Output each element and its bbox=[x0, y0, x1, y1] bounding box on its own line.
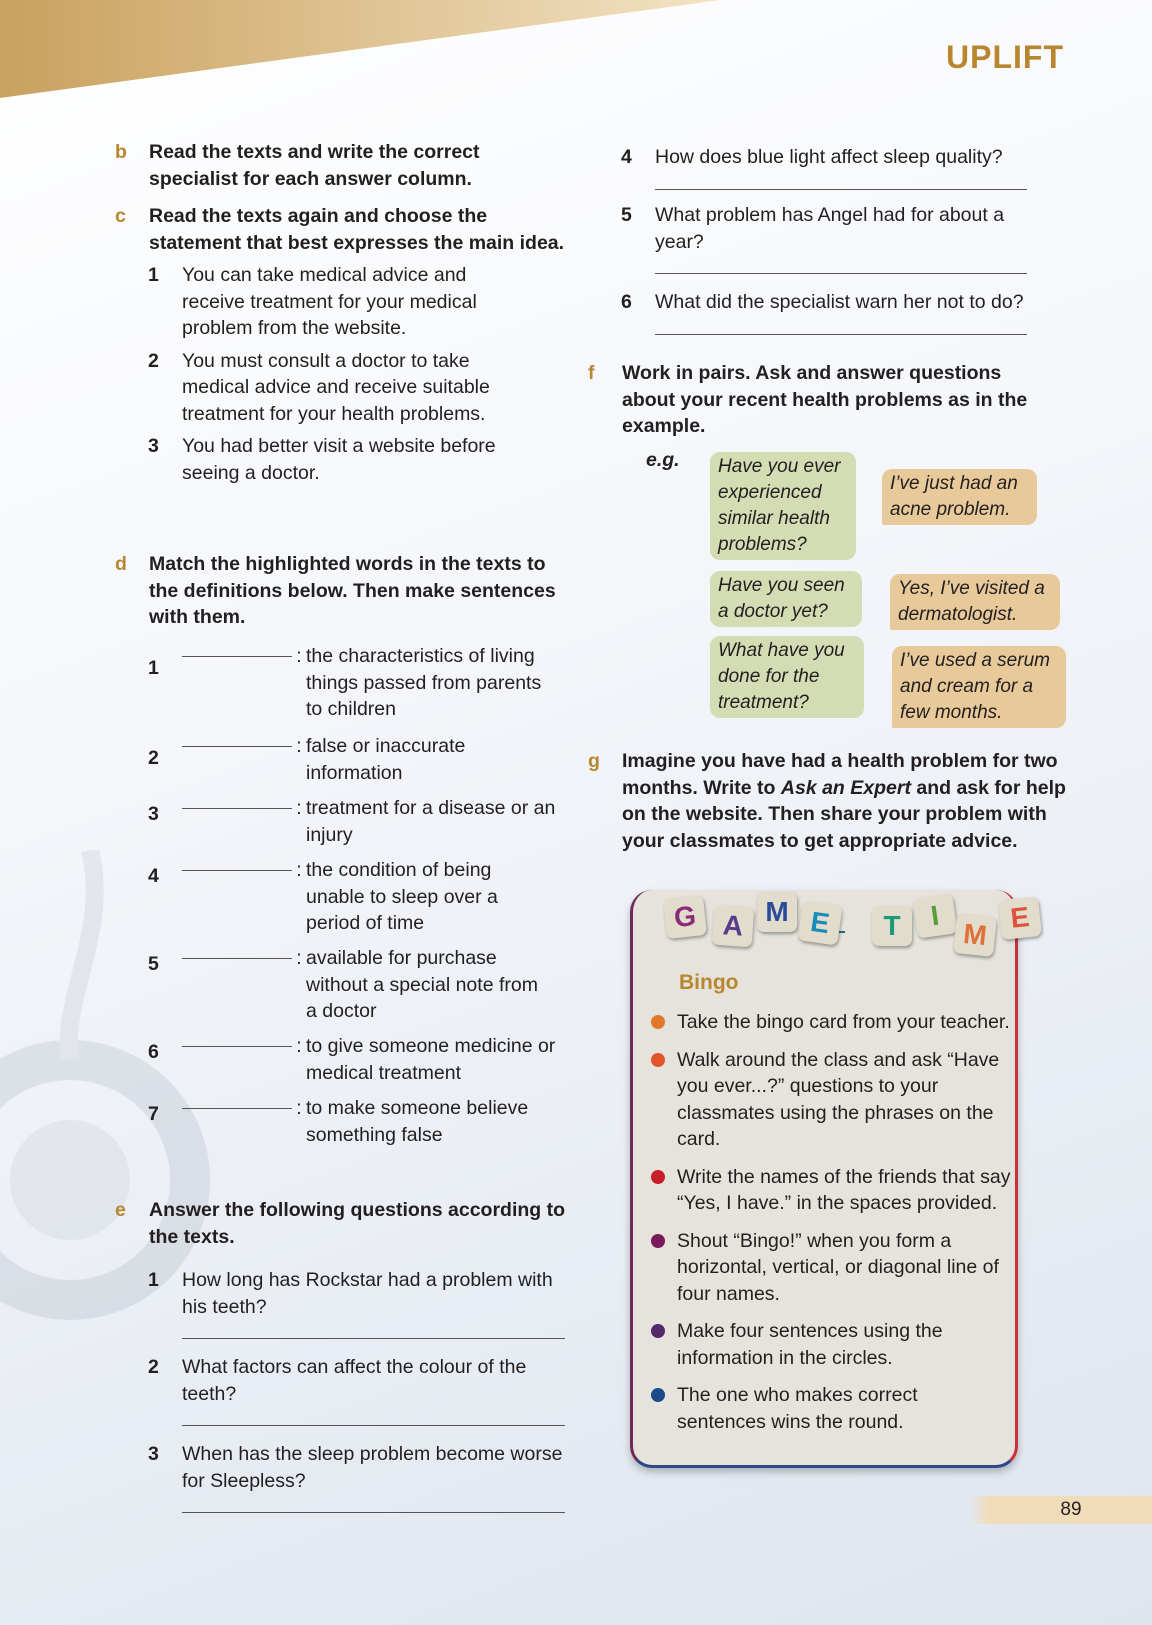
section-heading: Work in pairs. Ask and answer questions about your recent health problems as in the example. bbox=[622, 362, 1028, 437]
section-heading: Read the texts and write the correct specialist for each answer column. bbox=[149, 141, 480, 190]
item-number: 4 bbox=[621, 146, 632, 168]
definition-text: treatment for a disease or an injury bbox=[306, 797, 556, 846]
bullet-dot-icon bbox=[651, 1170, 665, 1184]
section-letter: c bbox=[115, 205, 126, 227]
heading-emphasis: Ask an Expert bbox=[780, 776, 911, 799]
title-tile: I bbox=[912, 893, 957, 938]
bullet-text: The one who makes correct sentences wins the round. bbox=[677, 1384, 918, 1433]
page-number: 89 bbox=[970, 1496, 1152, 1524]
section-letter: e bbox=[115, 1199, 126, 1221]
bullet-item bbox=[651, 1009, 1011, 1036]
question-text: What factors can affect the colour of the teeth? bbox=[182, 1356, 527, 1405]
section-f bbox=[588, 360, 1048, 440]
question bbox=[621, 144, 1066, 202]
definition-row: 1 : the characteristics of living things passed from parents to children bbox=[148, 643, 568, 733]
question-text: When has the sleep problem become worse for Sleepless? bbox=[182, 1443, 563, 1492]
answer-blank[interactable] bbox=[182, 746, 292, 747]
bullet-item bbox=[651, 1318, 1011, 1371]
question-bubble: Have you ever experienced similar health problems? bbox=[710, 452, 856, 560]
section-letter: b bbox=[115, 141, 127, 163]
title-tile: T bbox=[872, 906, 912, 946]
bullet-item bbox=[651, 1382, 1011, 1435]
section-b bbox=[115, 139, 565, 192]
question-list-right bbox=[621, 144, 1066, 335]
item-number: 5 bbox=[621, 204, 632, 226]
title-tile: M bbox=[953, 913, 997, 957]
question bbox=[621, 202, 1066, 289]
answer-blank[interactable] bbox=[182, 808, 292, 809]
game-time-box bbox=[630, 890, 1018, 1468]
question-text: What did the specialist warn her not to do? bbox=[655, 291, 1024, 313]
definition-row: 4 : the condition of being unable to sleep over a period of time bbox=[148, 857, 568, 945]
item-text: You must consult a doctor to take medical advice and receive suitable treatment for your health problems. bbox=[182, 349, 490, 425]
answer-line[interactable] bbox=[182, 1512, 565, 1513]
item-number: 1 bbox=[148, 1269, 159, 1291]
item-number: 1 bbox=[148, 264, 159, 286]
question-text: How long has Rockstar had a problem with his teeth? bbox=[182, 1269, 553, 1318]
brand-logo: UPLIFT bbox=[946, 39, 1064, 75]
section-letter: d bbox=[115, 553, 127, 575]
bullet-text: Write the names of the friends that say “Yes, I have.” in the spaces provided. bbox=[677, 1165, 1011, 1214]
definition-text: to give someone medicine or medical treatment bbox=[306, 1035, 556, 1084]
title-tile: A bbox=[712, 905, 755, 948]
answer-bubble: I’ve used a serum and cream for a few months. bbox=[892, 646, 1066, 728]
definition-text: the characteristics of living things passed from parents to children bbox=[306, 645, 542, 720]
list-item bbox=[148, 348, 565, 428]
item-number: 6 bbox=[148, 1041, 159, 1063]
bullet-text: Walk around the class and ask “Have you ever...?” questions to your classmates using the phrases on the card. bbox=[677, 1048, 1000, 1150]
bullet-item bbox=[651, 1228, 1011, 1308]
section-heading bbox=[622, 748, 1072, 854]
answer-blank[interactable] bbox=[182, 1108, 292, 1109]
question bbox=[148, 1267, 573, 1354]
definition-row: 5 : available for purchase without a special note from a doctor bbox=[148, 945, 568, 1033]
bullet-text: Shout “Bingo!” when you form a horizontal, vertical, or diagonal line of four names. bbox=[677, 1229, 999, 1305]
game-instructions bbox=[651, 998, 1011, 1435]
bullet-text: Take the bingo card from your teacher. bbox=[677, 1011, 1010, 1033]
heading-part: Imagine you have had a health problem for two months. Write to bbox=[622, 750, 1058, 799]
item-number: 3 bbox=[148, 803, 159, 825]
answer-line[interactable] bbox=[182, 1425, 565, 1426]
list-item bbox=[148, 262, 565, 342]
section-heading: Read the texts again and choose the statement that best expresses the main idea. bbox=[149, 205, 565, 254]
section-d bbox=[115, 551, 575, 631]
question bbox=[148, 1441, 573, 1528]
item-number: 1 bbox=[148, 657, 159, 679]
definition-text: to make someone believe something false bbox=[306, 1097, 529, 1146]
item-number: 7 bbox=[148, 1103, 159, 1125]
title-tile: G bbox=[663, 895, 707, 939]
bullet-item bbox=[651, 1047, 1011, 1153]
bullet-dot-icon bbox=[651, 1015, 665, 1029]
answer-blank[interactable] bbox=[182, 1046, 292, 1047]
example-label: e.g. bbox=[646, 449, 680, 471]
answer-line[interactable] bbox=[655, 273, 1027, 274]
answer-blank[interactable] bbox=[182, 870, 292, 871]
definition-row: 7 : to make someone believe something false bbox=[148, 1095, 568, 1157]
definition-row: 2 : false or inaccurate information bbox=[148, 733, 568, 795]
section-g bbox=[588, 748, 1098, 854]
section-c bbox=[115, 203, 565, 486]
list-item bbox=[148, 433, 565, 486]
item-number: 4 bbox=[148, 865, 159, 887]
answer-line[interactable] bbox=[655, 189, 1027, 190]
definition-text: the condition of being unable to sleep over a period of time bbox=[306, 859, 498, 934]
item-number: 2 bbox=[148, 1356, 159, 1378]
item-text: You can take medical advice and receive treatment for your medical problem from the website. bbox=[182, 264, 477, 339]
bullet-item bbox=[651, 1164, 1011, 1217]
answer-blank[interactable] bbox=[182, 656, 292, 657]
answer-line[interactable] bbox=[182, 1338, 565, 1339]
question-text: How does blue light affect sleep quality? bbox=[655, 146, 1003, 168]
question-bubble: Have you seen a doctor yet? bbox=[710, 571, 862, 627]
definition-row: 3 : treatment for a disease or an injury bbox=[148, 795, 568, 857]
definition-row: 6 : to give someone medicine or medical treatment bbox=[148, 1033, 568, 1095]
item-number: 3 bbox=[148, 1443, 159, 1465]
item-number: 3 bbox=[148, 435, 159, 457]
question bbox=[148, 1354, 573, 1441]
section-letter: g bbox=[588, 750, 600, 772]
title-tile: E bbox=[998, 896, 1042, 940]
definition-text: available for purchase without a special note from a doctor bbox=[306, 947, 538, 1022]
heading-part: and ask for help on the website. Then share your problem with your classmates to get appropriate advice. bbox=[622, 776, 1066, 852]
answer-bubble: I’ve just had an acne problem. bbox=[882, 469, 1037, 525]
title-tile: E bbox=[797, 900, 842, 945]
section-letter: f bbox=[588, 362, 595, 384]
section-e bbox=[115, 1197, 595, 1250]
item-number: 2 bbox=[148, 349, 159, 372]
question-list-left bbox=[148, 1267, 573, 1528]
item-number: 2 bbox=[148, 747, 159, 769]
game-subtitle: Bingo bbox=[679, 971, 739, 994]
section-heading: Match the highlighted words in the texts to the definitions below. Then make sentences with them. bbox=[149, 553, 556, 628]
item-text: You had better visit a website before seeing a doctor. bbox=[182, 435, 496, 484]
title-tile: M bbox=[757, 892, 797, 932]
bullet-dot-icon bbox=[651, 1324, 665, 1338]
definition-text: false or inaccurate information bbox=[306, 735, 466, 784]
answer-bubble: Yes, I’ve visited a dermatologist. bbox=[890, 574, 1060, 630]
question-bubble: What have you done for the treatment? bbox=[710, 636, 864, 718]
answer-blank[interactable] bbox=[182, 958, 292, 959]
item-number: 5 bbox=[148, 953, 159, 975]
answer-line[interactable] bbox=[655, 334, 1027, 335]
bullet-dot-icon bbox=[651, 1388, 665, 1402]
definition-list bbox=[148, 643, 568, 1157]
bullet-text: Make four sentences using the information in the circles. bbox=[677, 1320, 943, 1369]
item-number: 6 bbox=[621, 291, 632, 313]
bullet-dot-icon bbox=[651, 1234, 665, 1248]
bullet-dot-icon bbox=[651, 1053, 665, 1067]
header-banner bbox=[0, 0, 720, 100]
question bbox=[621, 289, 1066, 335]
section-heading: Answer the following questions according to the texts. bbox=[149, 1199, 566, 1248]
question-text: What problem has Angel had for about a year? bbox=[655, 204, 1005, 253]
